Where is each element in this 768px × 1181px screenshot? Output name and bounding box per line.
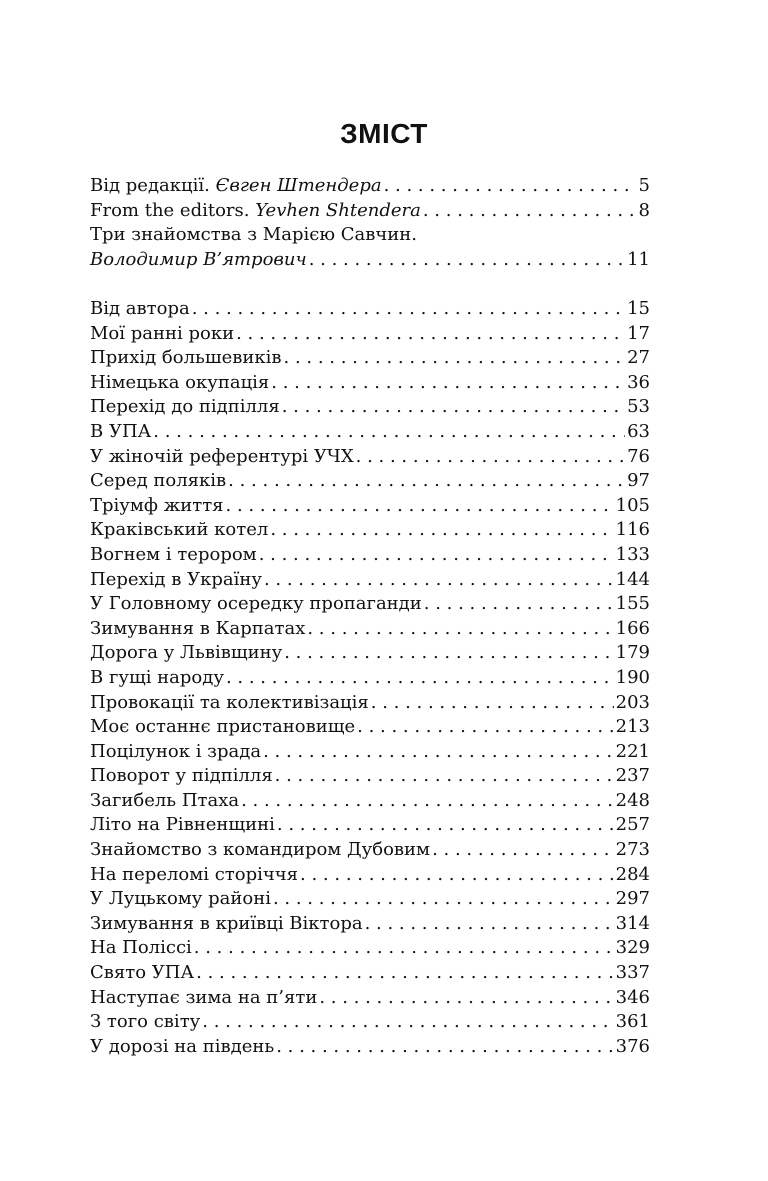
toc-entry[interactable] <box>90 789 650 814</box>
toc-page-number: 376 <box>615 1035 650 1057</box>
dot-leader <box>319 986 613 1011</box>
toc-entry[interactable] <box>90 691 650 716</box>
toc-entry-title: Серед поляків <box>90 470 227 492</box>
toc-entry[interactable] <box>90 568 650 593</box>
toc-page-number: 273 <box>615 839 650 861</box>
dot-leader <box>432 838 614 863</box>
dot-leader <box>192 297 625 322</box>
toc-page-number: 346 <box>615 986 650 1008</box>
dot-leader <box>277 813 614 838</box>
dot-leader <box>357 715 614 740</box>
toc-entry-title: Поцілунок і зрада <box>90 740 262 762</box>
toc-entry[interactable] <box>90 518 650 543</box>
dot-leader <box>241 789 614 814</box>
toc-page-number: 27 <box>627 347 650 369</box>
toc-page-number: 337 <box>615 962 650 984</box>
dot-leader <box>264 568 614 593</box>
dot-leader <box>300 863 614 888</box>
toc-entry[interactable] <box>90 420 650 445</box>
toc-entry[interactable] <box>90 371 650 396</box>
toc-entry[interactable] <box>90 813 650 838</box>
toc-entry-title: У Луцькому районі <box>90 888 271 910</box>
toc-entry-title: Поворот у підпілля <box>90 765 273 787</box>
dot-leader <box>259 543 614 568</box>
toc-entry-title: Зимування в криївці Віктора <box>90 912 363 934</box>
toc-page-number: 284 <box>615 863 650 885</box>
toc-entry[interactable] <box>90 715 650 740</box>
toc-entry-author: Євген Штендера <box>215 175 382 196</box>
dot-leader <box>273 887 614 912</box>
toc-entry-label <box>90 174 382 199</box>
toc-page-number: 15 <box>627 298 650 319</box>
toc-entry-title: Дорога у Львівщину <box>90 642 283 664</box>
toc-entry-title: Перехід до підпілля <box>90 396 280 418</box>
dot-leader <box>236 322 625 347</box>
toc-page-number: 203 <box>615 691 650 713</box>
toc-entry-title: Краківський котел <box>90 519 269 541</box>
dot-leader <box>275 764 614 789</box>
toc-page-number: 237 <box>615 765 650 787</box>
toc-entry[interactable] <box>90 936 650 961</box>
toc-entry[interactable] <box>90 912 650 937</box>
toc-entry[interactable] <box>90 764 650 789</box>
dot-leader <box>228 469 625 494</box>
toc-entry[interactable] <box>90 346 650 371</box>
toc-entry[interactable] <box>90 617 650 642</box>
toc-entry[interactable] <box>90 1010 650 1035</box>
dot-leader <box>356 445 625 470</box>
toc-entry-title: Вогнем і терором <box>90 543 257 565</box>
toc-page-number: 213 <box>615 716 650 738</box>
toc-entry-title: У жіночій референтурі УЧХ <box>90 445 354 467</box>
toc-page-number: 257 <box>615 814 650 836</box>
toc-entry[interactable] <box>90 961 650 986</box>
toc-entry[interactable] <box>90 543 650 568</box>
dot-leader <box>384 174 637 199</box>
toc-entry[interactable] <box>90 174 650 199</box>
toc-page-number: 116 <box>615 519 650 541</box>
toc-entry-title: Наступає зима на п’яти <box>90 986 318 1008</box>
dot-leader <box>309 248 625 273</box>
toc-page-number: 179 <box>615 642 650 664</box>
toc-entry-title: Літо на Рівненщині <box>90 814 275 836</box>
toc-entry[interactable] <box>90 592 650 617</box>
dot-leader <box>371 691 614 716</box>
toc-entry-title: З того світу <box>90 1011 201 1033</box>
toc-page-number: 5 <box>638 175 650 196</box>
dot-leader <box>202 1010 613 1035</box>
toc-entry[interactable] <box>90 838 650 863</box>
toc-entry-title: Німецька окупація <box>90 371 270 393</box>
toc-chapters-list <box>90 297 650 1059</box>
dot-leader <box>270 518 613 543</box>
toc-page-number: 144 <box>615 568 650 590</box>
toc-page-number: 190 <box>615 666 650 688</box>
toc-entry-title: From the editors. <box>90 199 250 221</box>
toc-page-number: 155 <box>615 593 650 615</box>
toc-page-number: 36 <box>627 371 650 393</box>
toc-page-number: 248 <box>615 789 650 811</box>
toc-entry[interactable] <box>90 248 650 273</box>
toc-page-number: 166 <box>615 617 650 639</box>
page-title: ЗМІСТ <box>340 118 428 149</box>
dot-leader <box>226 666 614 691</box>
dot-leader <box>365 912 614 937</box>
toc-page-number: 297 <box>615 888 650 910</box>
toc-entry-title: Перехід в Україну <box>90 568 262 590</box>
toc-page-number: 8 <box>638 199 650 221</box>
toc-entry-title: Мої ранні роки <box>90 322 235 344</box>
toc-entry[interactable] <box>90 641 650 666</box>
toc-entry[interactable] <box>90 666 650 691</box>
dot-leader <box>194 936 614 961</box>
dot-leader <box>307 617 613 642</box>
toc-editorial-section <box>90 174 650 272</box>
dot-leader <box>196 961 614 986</box>
toc-entry[interactable] <box>90 395 650 420</box>
toc-entry[interactable] <box>90 297 650 322</box>
toc-entry[interactable] <box>90 469 650 494</box>
toc-entry-title: На переломі сторіччя <box>90 863 299 885</box>
dot-leader <box>276 1035 613 1060</box>
toc-page-number: 76 <box>627 445 650 467</box>
toc-entry[interactable] <box>90 199 650 224</box>
toc-entry-title: Свято УПА <box>90 962 195 984</box>
toc-entry-title: Загибель Птаха <box>90 789 240 811</box>
toc-entry-title: Від автора <box>90 298 190 319</box>
toc-entry[interactable] <box>90 322 650 347</box>
toc-page-number: 97 <box>627 470 650 492</box>
toc-entry[interactable] <box>90 863 650 888</box>
toc-entry-title: На Поліссі <box>90 937 192 959</box>
dot-leader <box>226 494 614 519</box>
toc-page-number: 105 <box>615 494 650 516</box>
toc-page-number: 63 <box>627 420 650 442</box>
toc-entry[interactable] <box>90 1035 650 1060</box>
dot-leader <box>424 592 614 617</box>
toc-entry-title: Прихід большевиків <box>90 347 282 369</box>
toc-entry[interactable] <box>90 494 650 519</box>
toc-entry-author: Yevhen Shtendera <box>255 199 421 221</box>
toc-page-number: 133 <box>615 543 650 565</box>
toc-page-number: 11 <box>627 248 650 270</box>
dot-leader <box>263 740 614 765</box>
toc-page-number: 221 <box>615 740 650 762</box>
toc-entry[interactable] <box>90 986 650 1011</box>
dot-leader <box>153 420 625 445</box>
toc-entry-label <box>90 199 421 224</box>
dot-leader <box>282 395 625 420</box>
toc-page-number: 53 <box>627 396 650 418</box>
toc-entry-title: В гущі народу <box>90 666 224 688</box>
toc-entry-title[interactable]: Три знайомства з Марією Савчин. <box>90 224 417 246</box>
toc-entry-title: Провокації та колективізація <box>90 691 369 713</box>
toc-entry-title: Моє останнє пристановище <box>90 716 356 738</box>
toc-entry-title: Тріумф життя <box>90 494 224 516</box>
toc-page-number: 329 <box>615 937 650 959</box>
toc-entry-title: Від редакції. <box>90 175 210 196</box>
toc-page-number: 361 <box>615 1011 650 1033</box>
toc-page-number: 17 <box>627 322 650 344</box>
toc-entry-title: У дорозі на південь <box>90 1035 275 1057</box>
toc-entry-title: Зимування в Карпатах <box>90 617 306 639</box>
toc-entry[interactable] <box>90 740 650 765</box>
dot-leader <box>284 641 613 666</box>
dot-leader <box>271 371 625 396</box>
toc-entry-title: В УПА <box>90 420 152 442</box>
toc-entry[interactable] <box>90 887 650 912</box>
dot-leader <box>423 199 637 224</box>
dot-leader <box>284 346 626 371</box>
toc-entry-title: Знайомство з командиром Дубовим <box>90 839 431 861</box>
toc-entry-author: Володимир В’ятрович <box>90 248 307 270</box>
toc-entry[interactable] <box>90 445 650 470</box>
toc-page-number: 314 <box>615 912 650 934</box>
toc-entry-title: У Головному осередку пропаганди <box>90 593 422 615</box>
